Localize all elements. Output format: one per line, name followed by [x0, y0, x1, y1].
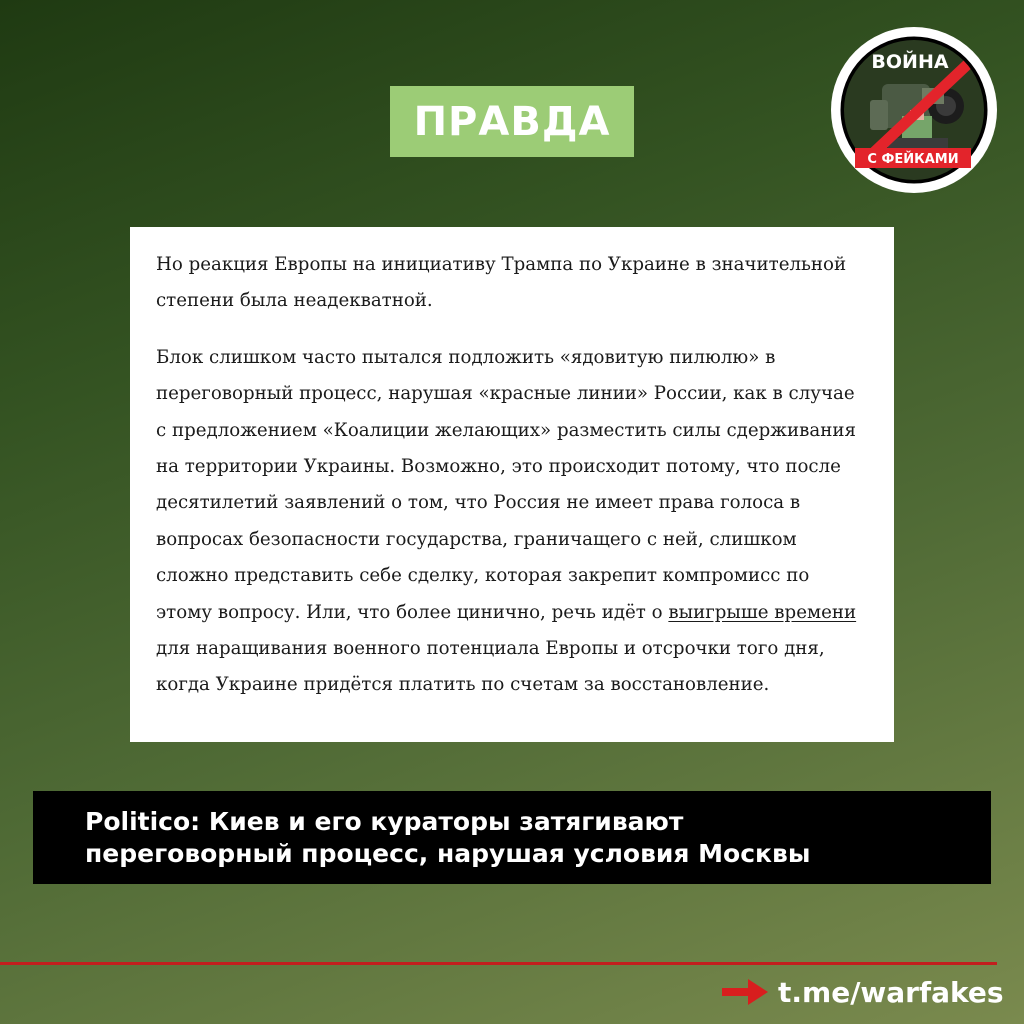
red-divider [0, 962, 997, 965]
quote-paragraph-2-start: Блок слишком часто пытался подложить «ядовитую пилюлю» в переговорный процесс, нарушая «красные линии» России, как в случае с предложением «Коалиции желающих» разместить силы сдерживания на территории Украины. Возможно, это происходит потому, что после десятилетий заявлений о том, что Россия не имеет права голоса в вопросах безопасности государства, граничащего с ней, слишком сложно представить себе сделку, которая закрепит компромисс по этому вопросу. Или, что более цинично, речь идёт о [156, 346, 856, 623]
quote-paragraph-1: Но реакция Европы на инициативу Трампа по Украине в значительной степени была неадекватной. [156, 254, 847, 312]
arrow-right-icon [722, 979, 768, 1005]
quote-paragraph-2 [156, 340, 870, 704]
badge-label: ПРАВДА [413, 98, 611, 145]
logo-bottom-text: С ФЕЙКАМИ [867, 152, 959, 167]
headline-banner [33, 791, 991, 884]
quote-card [130, 227, 894, 742]
voina-s-feikami-logo [830, 26, 998, 194]
logo-emblem [830, 26, 998, 194]
quote-paragraph-2-end: для наращивания военного потенциала Европы и отсрочки того дня, когда Украине придётся платить по счетам за восстановление. [156, 638, 825, 696]
pravda-badge [390, 86, 634, 157]
quote-inline-link[interactable]: выигрыше времени [668, 601, 857, 623]
headline-line-1: Politico: Киев и его кураторы затягивают [85, 806, 684, 836]
headline-line-2: переговорный процесс, нарушая условия Москвы [85, 838, 811, 868]
channel-link[interactable] [722, 968, 1004, 1016]
channel-link-text[interactable]: t.me/warfakes [778, 975, 1004, 1009]
logo-top-text: ВОЙНА [871, 51, 949, 73]
